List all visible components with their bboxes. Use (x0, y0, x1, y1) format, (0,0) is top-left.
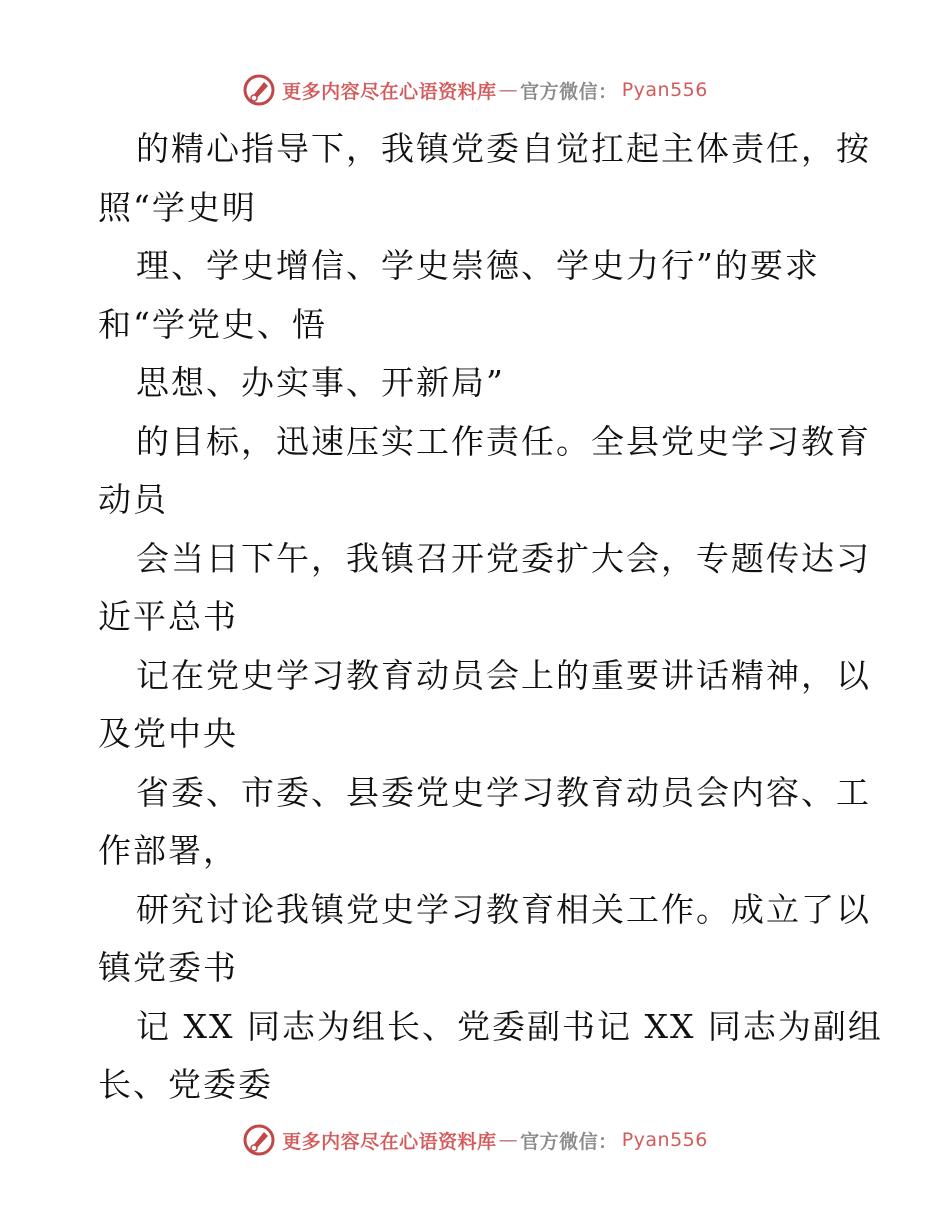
body-line: 的精心指导下，我镇党委自觉扛起主体责任，按 (136, 129, 871, 168)
banner-brand-text: 更多内容尽在心语资料库 (282, 80, 497, 103)
body-line: 照“学史明 (98, 187, 257, 227)
body-line: 近平总书 (98, 597, 238, 636)
pen-nib-logo-icon (242, 73, 276, 107)
banner-official-label: 官方微信： (520, 80, 618, 103)
body-line: 的目标，迅速压实工作责任。全县党史学习教育 (136, 421, 871, 461)
body-line: 会当日下午，我镇召开党委扩大会，专题传达习 (136, 538, 871, 578)
pen-nib-logo-icon (242, 1123, 276, 1157)
banner-official-label: 官方微信： (520, 1130, 618, 1153)
body-line: 及党中央 (98, 714, 238, 753)
body-line: 思想、办实事、开新局” (136, 363, 505, 402)
body-line: 记在党史学习教育动员会上的重要讲话精神，以 (136, 655, 871, 695)
banner-brand-text: 更多内容尽在心语资料库 (282, 1130, 497, 1153)
banner-wechat-id: Pyan556 (621, 79, 708, 101)
banner-separator: — (498, 79, 519, 101)
body-line: 长、党委委 (98, 1065, 273, 1104)
body-line: 记 XX 同志为组长、党委副书记 XX 同志为副组 (136, 1006, 883, 1046)
body-line: 理、学史增信、学史崇德、学史力行”的要求 (136, 246, 820, 285)
body-line: 动员 (98, 480, 168, 519)
body-line: 研究讨论我镇党史学习教育相关工作。成立了以 (136, 889, 871, 929)
body-line: 省委、市委、县委党史学习教育动员会内容、工 (136, 772, 871, 812)
body-line: 镇党委书 (98, 948, 238, 987)
document-body (98, 120, 883, 1115)
footer-banner (0, 1120, 950, 1160)
banner-wechat-id: Pyan556 (621, 1129, 708, 1151)
body-line: 和“学党史、悟 (98, 304, 327, 344)
banner-separator: — (498, 1129, 519, 1151)
body-line: 作部署， (98, 831, 238, 870)
header-banner (0, 70, 950, 110)
